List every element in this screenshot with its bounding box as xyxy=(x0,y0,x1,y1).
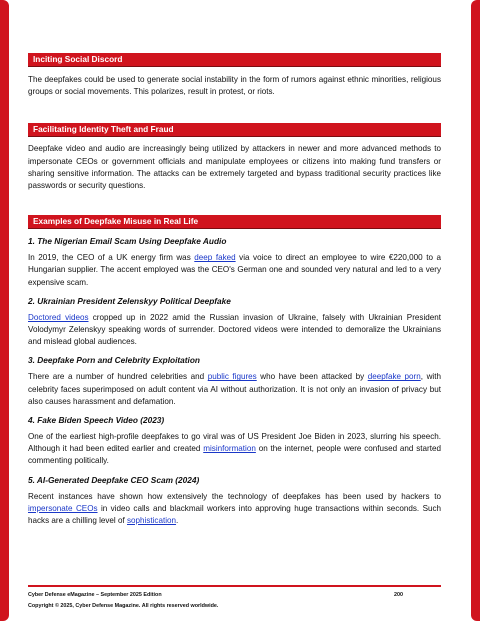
link-sophistication[interactable]: sophistication xyxy=(126,516,177,526)
example-4-text: One of the earliest high-profile deepfakes to go viral was of US President Joe Biden in 2023, slurring his speech. Although it had been edited earlier and created misinformation on the internet, people were confused and started commenting politically. xyxy=(28,432,441,466)
footer-page-number: 200 xyxy=(394,592,403,598)
link-deepfake-porn[interactable]: deepfake porn xyxy=(367,372,421,382)
section-header-examples: Examples of Deepfake Misuse in Real Life xyxy=(28,215,441,228)
footer-copyright: Copyright © 2025, Cyber Defense Magazine. All rights reserved worldwide. xyxy=(28,603,219,609)
right-edge-bar xyxy=(471,0,480,621)
footer-edition: Cyber Defense eMagazine – September 2025 Edition xyxy=(28,592,162,598)
example-3-title: 3. Deepfake Porn and Celebrity Exploitation xyxy=(28,355,200,366)
article-body xyxy=(28,53,441,527)
link-impersonate-ceos[interactable]: impersonate CEOs xyxy=(28,503,98,513)
example-3-text: There are a number of hundred celebrities and public figures who have been attacked by deepfake porn, with celebrity faces superimposed on adult content via AI without authorization. It is not only an invasion of privacy but also causes harassment and defamation. xyxy=(28,372,441,406)
paragraph-identity-theft: Deepfake video and audio are increasingly being utilized by attackers in newer and more advanced methods to impersonate CEOs or government officials and manipulate employees or citizens into making fund transfers or sharing sensitive information. The attacks can be extremely targeted and bypass traditional security practices like passwords or security questions. xyxy=(28,144,441,191)
section-header-identity-theft: Facilitating Identity Theft and Fraud xyxy=(28,123,441,136)
link-deep-faked[interactable]: deep faked xyxy=(194,253,236,263)
example-4-title: 4. Fake Biden Speech Video (2023) xyxy=(28,415,165,426)
section-header-social-discord: Inciting Social Discord xyxy=(28,53,441,66)
footer-divider xyxy=(28,585,441,587)
example-2-title: 2. Ukrainian President Zelenskyy Political Deepfake xyxy=(28,295,231,306)
link-public-figures[interactable]: public figures xyxy=(207,372,257,382)
paragraph-social-discord: The deepfakes could be used to generate social instability in the form of rumors against ethnic minorities, religious groups or social movements. This polarizes, result in protest, or riots. xyxy=(28,75,441,97)
link-doctored-videos[interactable]: Doctored videos xyxy=(28,312,89,322)
example-1-text: In 2019, the CEO of a UK energy firm was deep faked via voice to direct an employee to wire €220,000 to a Hungarian supplier. The accent employed was the CEO's German one and sounded very natural and led to a very expensive scam. xyxy=(28,253,441,287)
link-misinformation[interactable]: misinformation xyxy=(203,444,256,454)
example-5-text: Recent instances have shown how extensively the technology of deepfakes has been used by hackers to impersonate CEOs in video calls and blackmail workers into approving huge transactions within seconds. Such hacks are a chilling level of sophistication. xyxy=(28,491,442,526)
example-1-title: 1. The Nigerian Email Scam Using Deepfake Audio xyxy=(28,236,227,247)
left-edge-bar xyxy=(0,0,9,621)
example-5-title: 5. AI-Generated Deepfake CEO Scam (2024) xyxy=(28,474,200,485)
example-2-text: Doctored videos cropped up in 2022 amid the Russian invasion of Ukraine, falsely with Ukrainian President Volodymyr Zelenskyy speaking words of surrender. Doctored videos were intended to demoralize the Ukrainians and mislead global audiences. xyxy=(28,312,441,347)
